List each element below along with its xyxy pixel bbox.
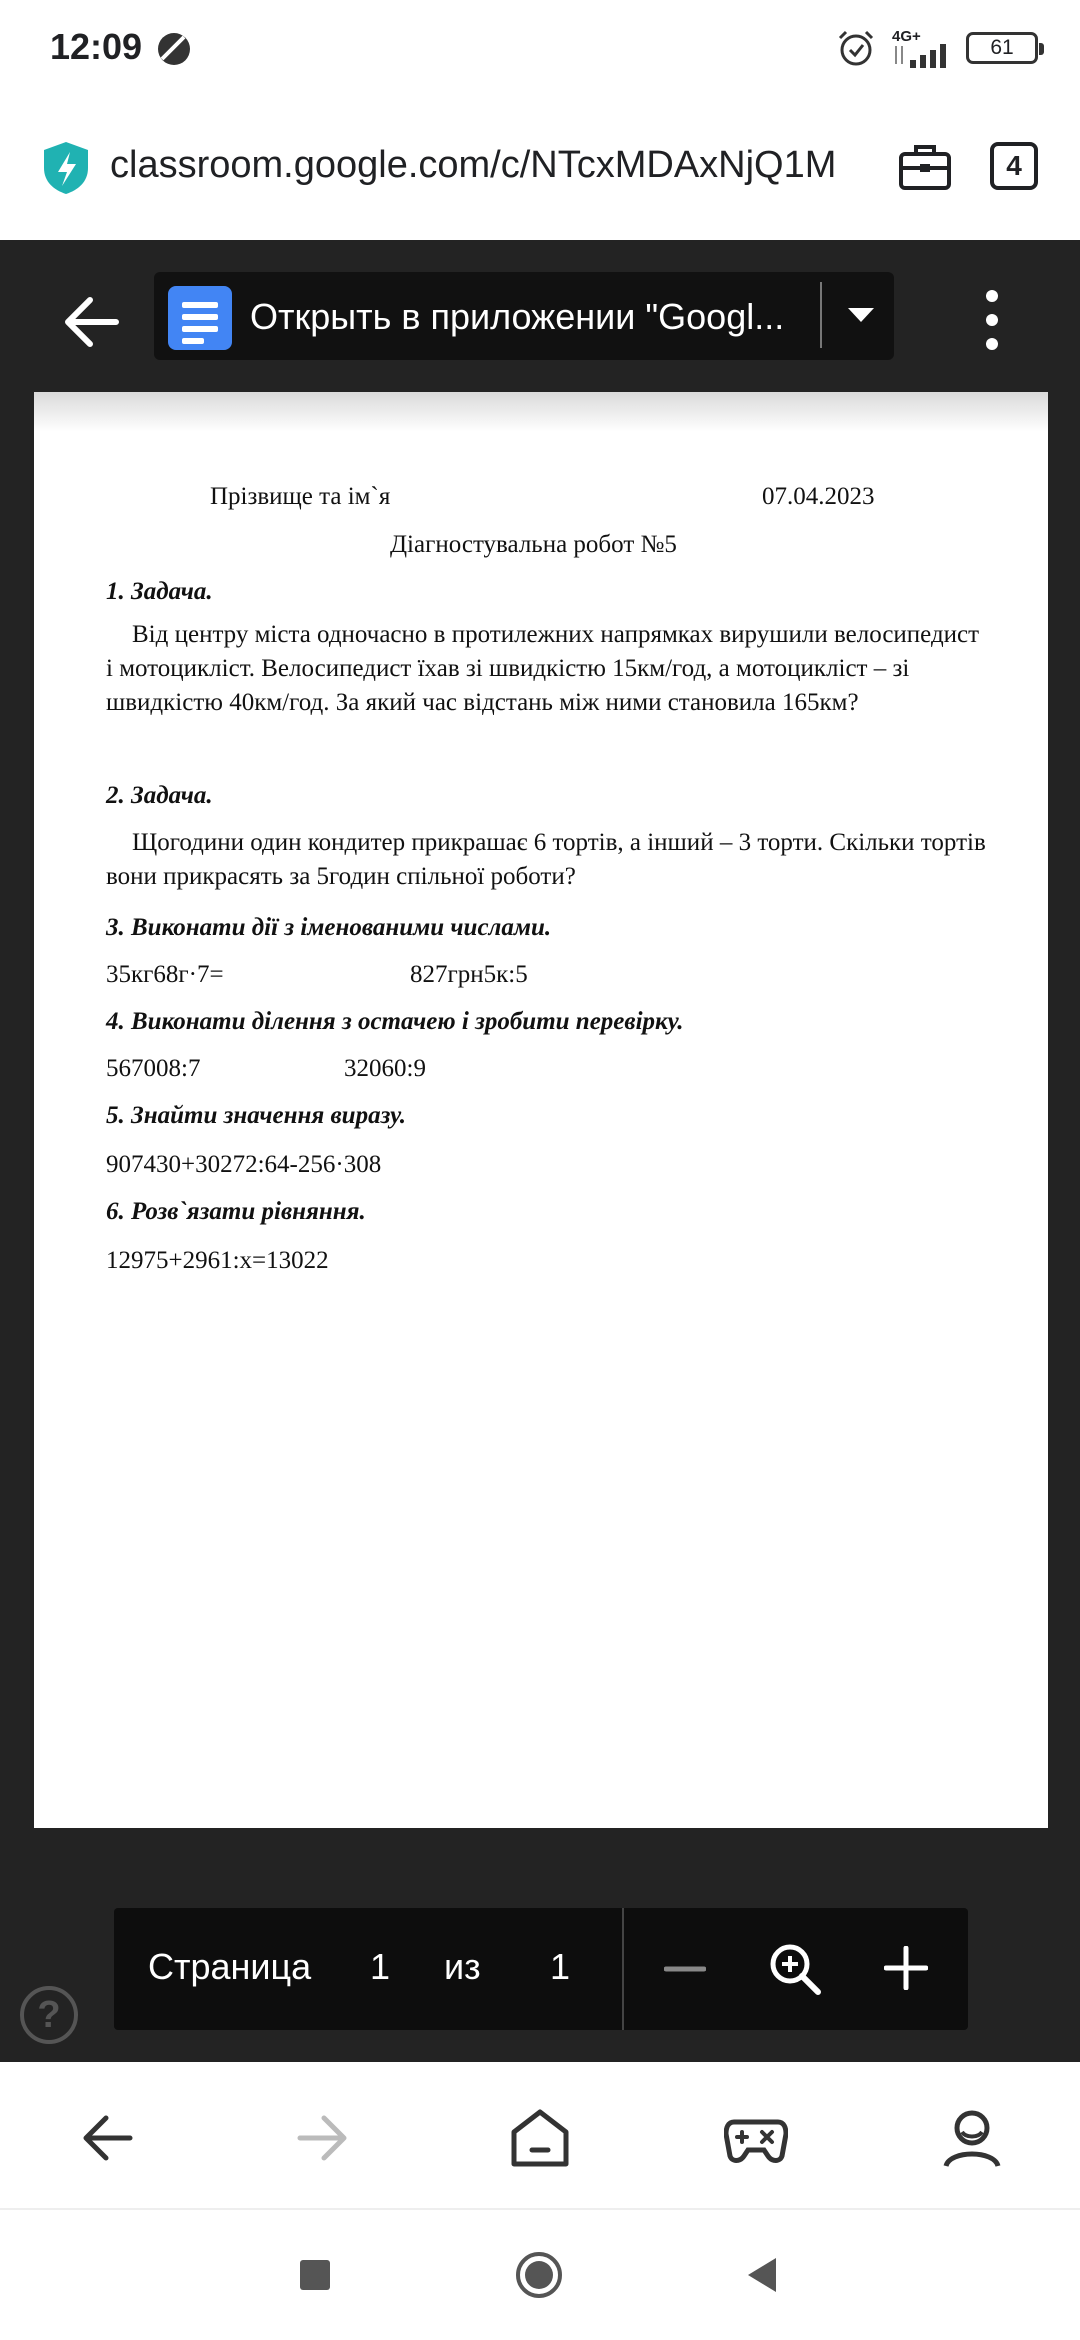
battery-icon: 61 xyxy=(966,32,1038,64)
document-page xyxy=(34,392,1048,1828)
task5-expr: 907430+30272:64-256·308 xyxy=(106,1151,382,1178)
open-in-app-button[interactable] xyxy=(154,272,894,360)
task1-text: Від центру міста одночасно в протилежних напрямках вирушили велосипедист і мотоцикліст. Велосипедист їхав зі швидкістю 15км/год, а мотоцикліст – зі швидкістю 40км/год. За який час відстань між ними становила 165км? xyxy=(106,621,980,716)
doc-title: Діагностувальна робот №5 xyxy=(390,531,677,558)
page-indicator xyxy=(114,1908,622,2030)
browser-toolbar xyxy=(0,2062,1080,2210)
task4-expr2: 32060:9 xyxy=(344,1055,426,1082)
google-docs-icon xyxy=(168,286,232,350)
chevron-down-icon[interactable] xyxy=(844,304,878,328)
task5-heading: 5. Знайти значення виразу. xyxy=(106,1102,406,1129)
home-icon[interactable] xyxy=(508,2106,572,2170)
system-home-icon[interactable] xyxy=(514,2250,564,2300)
system-navigation-bar xyxy=(0,2210,1080,2340)
page-label: Страница xyxy=(148,1946,312,1987)
current-page: 1 xyxy=(370,1946,391,1987)
profile-icon[interactable] xyxy=(940,2106,1004,2170)
task2-text: Щогодини один кондитер прикрашає 6 тортів, а інший – 3 торти. Скільки тортів вони прикрасять за 5годин спільної роботи? xyxy=(106,829,986,890)
open-in-app-label: Открыть в приложении "Googl... xyxy=(250,296,785,337)
status-time: 12:09 xyxy=(50,26,143,67)
zoom-out-icon[interactable] xyxy=(664,1948,706,1990)
task4-heading: 4. Виконати ділення з остачею і зробити перевірку. xyxy=(106,1008,684,1035)
system-back-icon[interactable] xyxy=(738,2250,788,2300)
task1-heading: 1. Задача. xyxy=(106,578,213,605)
app-notification-icon xyxy=(156,31,192,67)
task3-expr1: 35кг68г·7= xyxy=(106,961,224,988)
task3-expr2: 827грн5к:5 xyxy=(410,961,528,988)
total-pages: 1 xyxy=(550,1946,571,1987)
back-icon[interactable] xyxy=(76,2106,140,2170)
address-bar xyxy=(0,96,1080,240)
zoom-in-icon[interactable] xyxy=(884,1946,928,1990)
tab-switcher-button[interactable]: 4 xyxy=(990,142,1038,190)
shield-icon[interactable] xyxy=(40,140,92,196)
url-field[interactable]: classroom.google.com/c/NTcxMDAxNjQ1M xyxy=(110,144,837,186)
help-icon[interactable]: ? xyxy=(20,1986,78,2044)
name-label: Прізвище та ім`я xyxy=(210,483,391,510)
task6-expr: 12975+2961:x=13022 xyxy=(106,1247,329,1274)
task2-heading: 2. Задача. xyxy=(106,782,213,809)
zoom-reset-icon[interactable] xyxy=(768,1942,822,1996)
signal-icon xyxy=(892,28,954,68)
doc-date: 07.04.2023 xyxy=(762,483,875,510)
games-icon[interactable] xyxy=(724,2106,788,2170)
forward-icon[interactable] xyxy=(290,2106,354,2170)
document-viewer xyxy=(0,240,1080,2062)
page-controls xyxy=(114,1908,968,2030)
divider xyxy=(820,282,822,348)
task6-heading: 6. Розв`язати рівняння. xyxy=(106,1198,366,1225)
status-bar xyxy=(0,0,1080,96)
more-vert-icon[interactable] xyxy=(976,288,1008,352)
back-arrow-icon[interactable] xyxy=(60,290,124,354)
network-type: 4G+ xyxy=(892,28,921,45)
divider xyxy=(622,1908,624,2030)
task4-expr1: 567008:7 xyxy=(106,1055,201,1082)
alarm-icon xyxy=(836,28,876,68)
page-shadow xyxy=(34,392,1048,432)
recents-icon[interactable] xyxy=(290,2250,340,2300)
briefcase-icon[interactable] xyxy=(898,142,952,192)
of-label: из xyxy=(444,1946,481,1987)
task3-heading: 3. Виконати дії з іменованими числами. xyxy=(106,914,552,941)
